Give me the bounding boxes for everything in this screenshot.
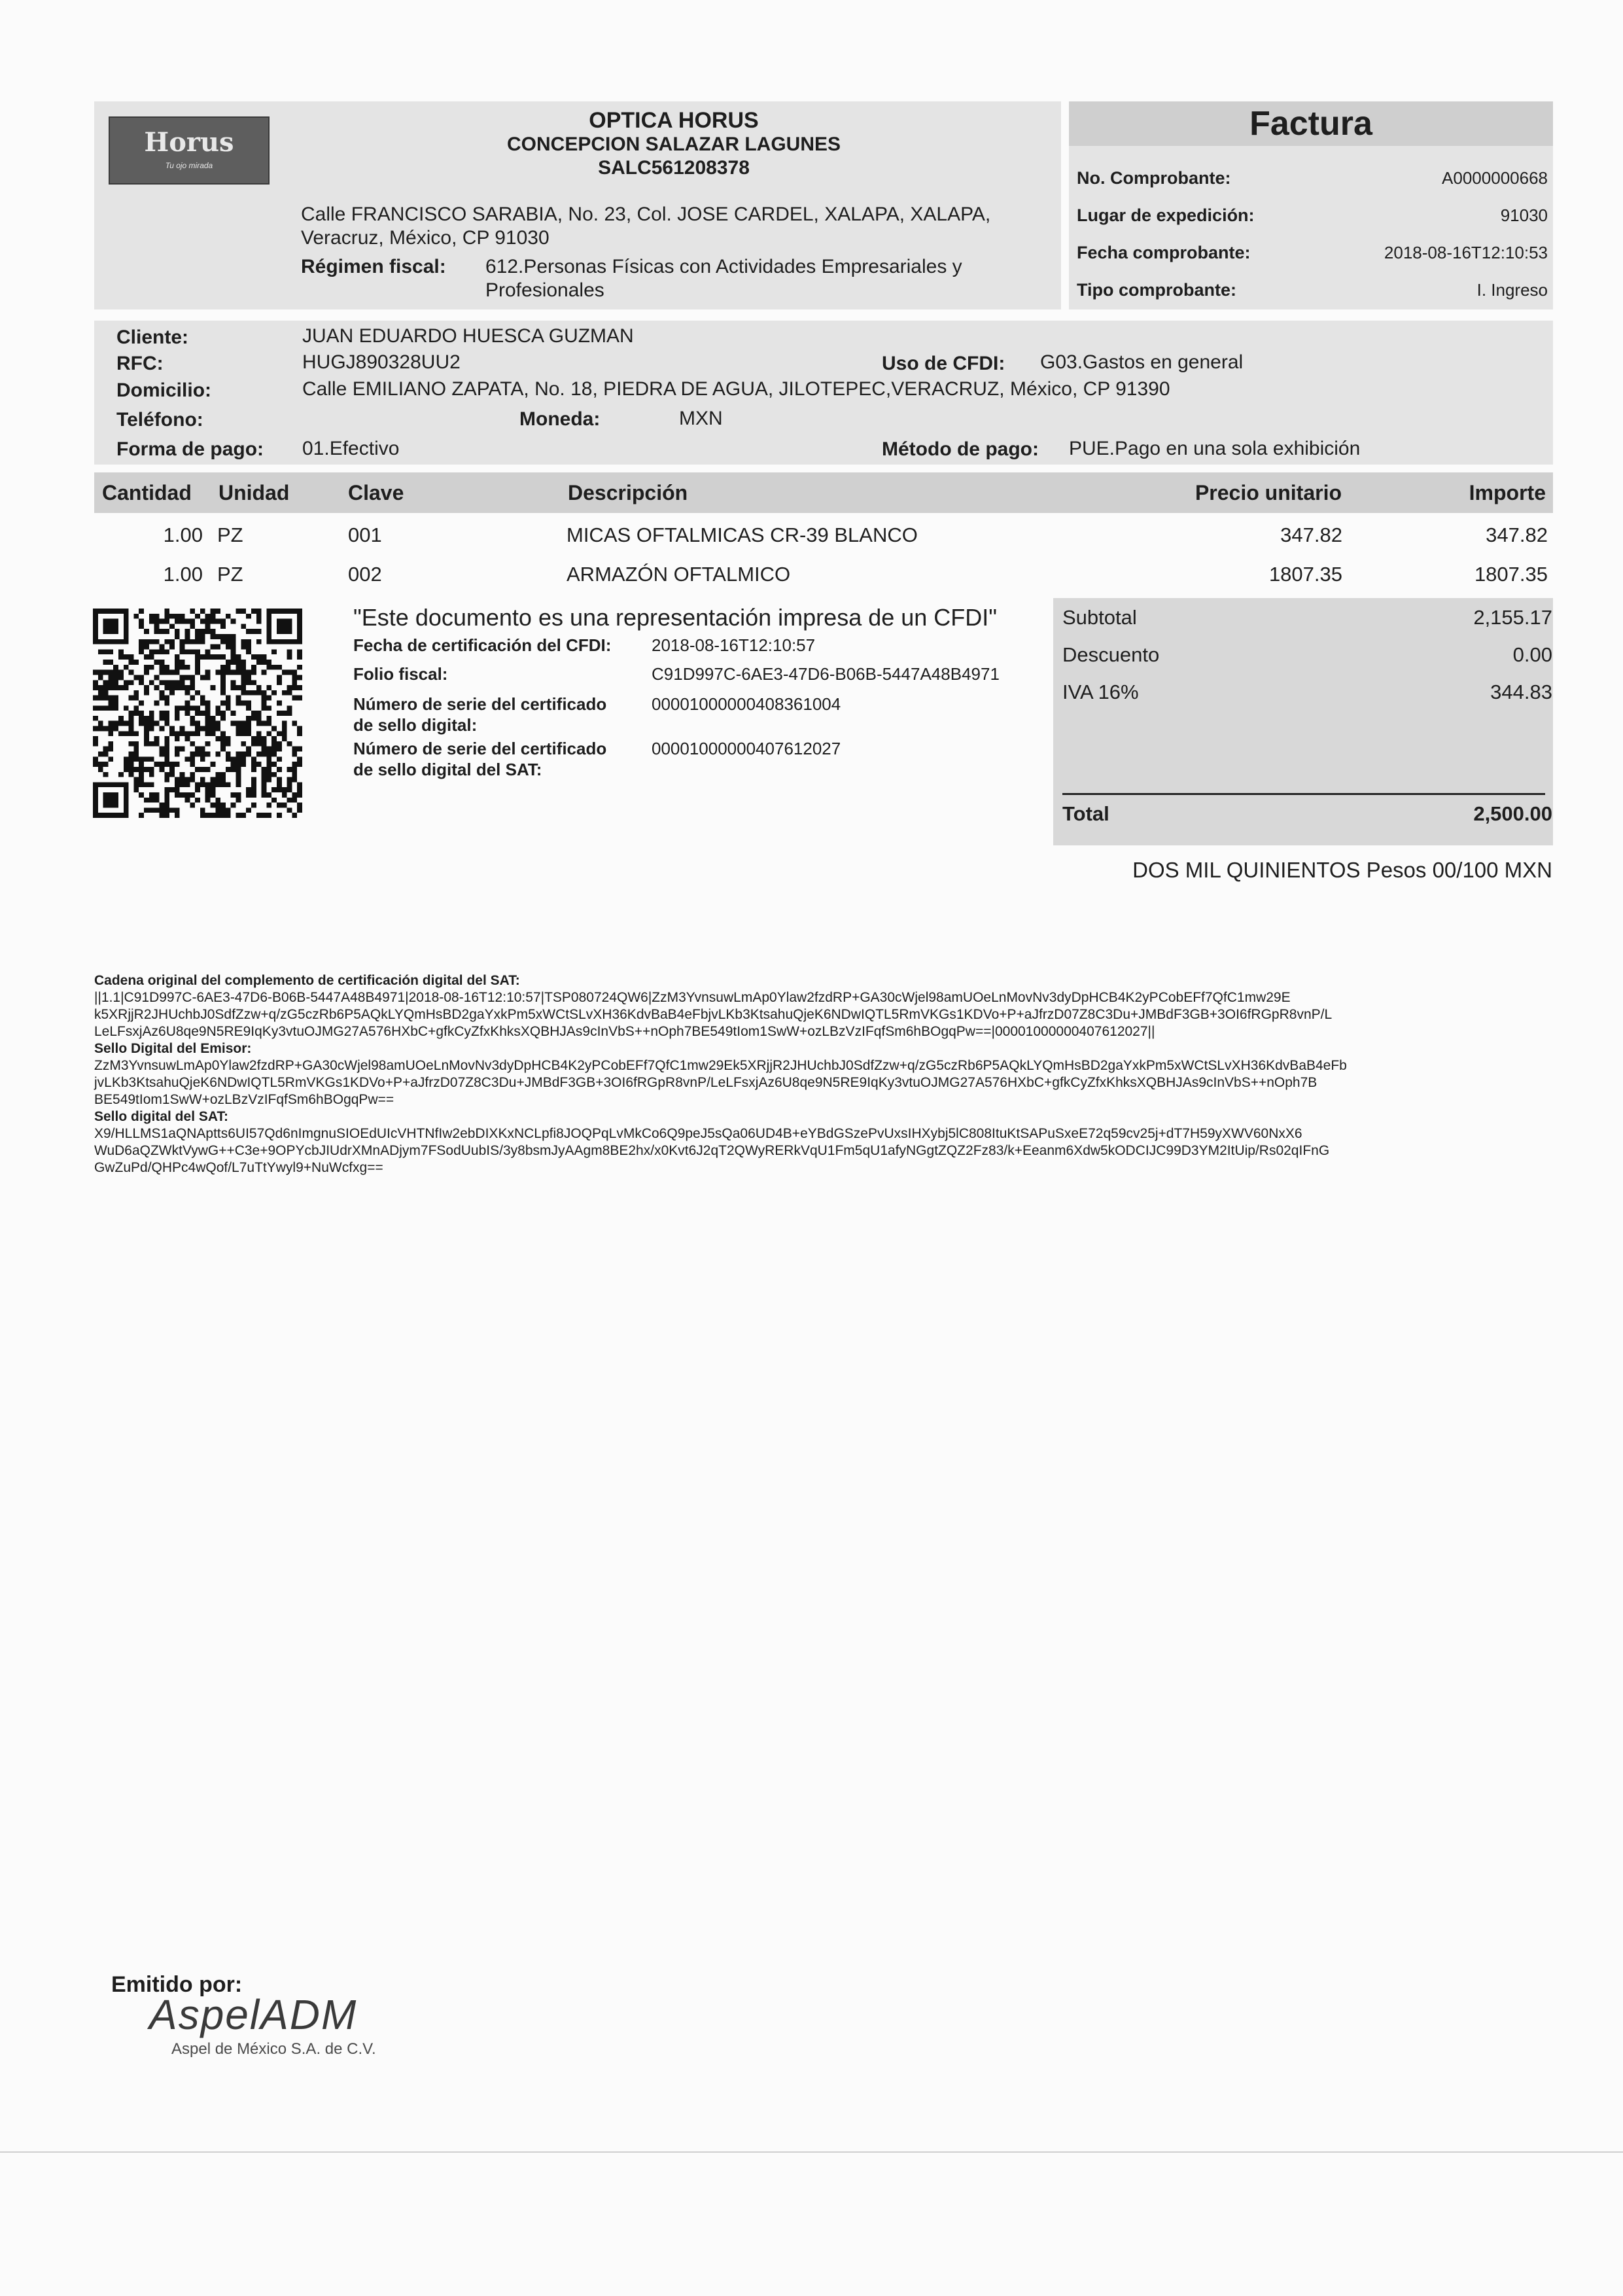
col-unidad: Unidad bbox=[218, 481, 290, 504]
cell-cantidad: 1.00 bbox=[163, 563, 203, 586]
totals-divider bbox=[1062, 793, 1545, 795]
logo-tagline: Tu ojo mirada bbox=[165, 161, 213, 170]
regimen-fiscal bbox=[301, 255, 1047, 302]
sello-sat-line: GwZuPd/QHPc4wQof/L7uTtYwyl9+NuWcfxg== bbox=[94, 1160, 383, 1175]
cfdi-field-label-2: de sello digital: bbox=[353, 715, 478, 735]
emitido-label: Emitido por: bbox=[111, 1972, 243, 1997]
descuento-value: 0.00 bbox=[1512, 643, 1552, 666]
cfdi-field-label: Folio fiscal: bbox=[353, 664, 448, 684]
factura-row-value: 91030 bbox=[1500, 205, 1548, 225]
iva-label: IVA 16% bbox=[1062, 680, 1139, 703]
telefono-label: Teléfono: bbox=[116, 409, 203, 431]
digital-stamps bbox=[94, 972, 1553, 1176]
col-precio-unitario: Precio unitario bbox=[1195, 481, 1342, 504]
col-clave: Clave bbox=[348, 481, 404, 504]
issuer-owner: CONCEPCION SALAZAR LAGUNES bbox=[506, 133, 841, 155]
cfdi-field bbox=[353, 635, 1047, 656]
moneda-label: Moneda: bbox=[519, 408, 601, 430]
rfc-value: HUGJ890328UU2 bbox=[302, 351, 461, 373]
iva-value: 344.83 bbox=[1490, 680, 1552, 703]
page-edge-divider bbox=[0, 2151, 1623, 2153]
issuer-name: OPTICA HORUS bbox=[589, 108, 759, 133]
cliente-value: JUAN EDUARDO HUESCA GUZMAN bbox=[302, 325, 634, 347]
uso-cfdi-label: Uso de CFDI: bbox=[882, 353, 1005, 374]
forma-pago-value: 01.Efectivo bbox=[302, 438, 400, 459]
factura-row-label: Fecha comprobante: bbox=[1077, 243, 1251, 262]
table-row bbox=[94, 561, 1553, 588]
sello-emisor-label: Sello Digital del Emisor: bbox=[94, 1041, 252, 1056]
total-in-words: DOS MIL QUINIENTOS Pesos 00/100 MXN bbox=[1132, 858, 1552, 882]
factura-row-lugar bbox=[1077, 202, 1548, 228]
cell-importe: 1807.35 bbox=[1474, 563, 1548, 586]
cell-clave: 002 bbox=[348, 563, 382, 586]
logo-text: Horus bbox=[144, 127, 234, 158]
cfdi-field-label-2: de sello digital del SAT: bbox=[353, 760, 542, 779]
cfdi-field-value: 00001000000408361004 bbox=[652, 694, 841, 714]
cell-unidad: PZ bbox=[217, 563, 243, 586]
total-value: 2,500.00 bbox=[1473, 802, 1552, 825]
domicilio-value: Calle EMILIANO ZAPATA, No. 18, PIEDRA DE AGUA, JILOTEPEC,VERACRUZ, México, CP 91390 bbox=[302, 378, 1170, 400]
cell-precio: 1807.35 bbox=[1268, 563, 1342, 586]
descuento-label: Descuento bbox=[1062, 643, 1160, 666]
factura-row-label: Lugar de expedición: bbox=[1077, 205, 1255, 225]
company-logo bbox=[109, 116, 270, 185]
qr-code bbox=[93, 609, 302, 818]
cfdi-field-label: Número de serie del certificado bbox=[353, 694, 607, 714]
cell-descripcion: MICAS OFTALMICAS CR-39 BLANCO bbox=[567, 523, 918, 546]
factura-title: Factura bbox=[1069, 101, 1553, 146]
total-label: Total bbox=[1062, 802, 1109, 825]
metodo-pago-label: Método de pago: bbox=[882, 438, 1039, 460]
metodo-pago-value: PUE.Pago en una sola exhibición bbox=[1069, 438, 1361, 459]
cell-precio: 347.82 bbox=[1280, 523, 1342, 546]
factura-row-tipo bbox=[1077, 277, 1548, 303]
cadena-original-line: k5XRjjR2JHUchbJ0SdfZzw+q/zG5czRb6P5AQkLYQmHsBD2gaYxkPm5xWCtSLvXH36KdvBaB4eFbjvLKb3KtsahuQjeK6NDwIQTL5RmVKGs1KDVo+P+aJfrzD07Z8C3Du+JMBdF3GB+3OI6fRGpR8vnP/L bbox=[94, 1007, 1333, 1022]
sello-sat-line: WuD6aQZWktVywG++C3e+9OPYcbJIUdrXMnADjym7FSodUubIS/3y8bsmJyAAgm8BE2hx/x0Kvt6J2qT2QWyRERkVqU1Fm5qU1afyNGgtZQZ2Fz83/k+Eeanm6Xdw5kODCIJC99D3YM2ItUip/Rs02qIFnG bbox=[94, 1143, 1330, 1158]
subtotal-label: Subtotal bbox=[1062, 606, 1137, 629]
cfdi-representation-note: "Este documento es una representación impresa de un CFDI" bbox=[353, 604, 998, 631]
issuer-rfc: SALC561208378 bbox=[598, 157, 750, 179]
sello-sat-line: X9/HLLMS1aQNAptts6UI57Qd6nImgnuSIOEdUIcVHTNfIw2ebDIXKxNCLpfi8JOQPqLvMkCo6Q9peJ5sQa06UD4B+eYBdGSzePvUxsIHXybj5lC808ItuKtSAPuSxeE72q59cv25j+dT7H59yXWV60NxX6 bbox=[94, 1126, 1302, 1141]
aspel-company: Aspel de México S.A. de C.V. bbox=[171, 2040, 376, 2058]
subtotal-value: 2,155.17 bbox=[1473, 606, 1552, 629]
cfdi-field-value: C91D997C-6AE3-47D6-B06B-5447A48B4971 bbox=[652, 664, 1000, 684]
forma-pago-label: Forma de pago: bbox=[116, 438, 264, 460]
rfc-label: RFC: bbox=[116, 353, 164, 374]
cfdi-field-label: Fecha de certificación del CFDI: bbox=[353, 635, 612, 655]
cfdi-field-label: Número de serie del certificado bbox=[353, 739, 607, 758]
cadena-original-label: Cadena original del complemento de certificación digital del SAT: bbox=[94, 973, 520, 988]
cell-importe: 347.82 bbox=[1486, 523, 1548, 546]
factura-row-fecha bbox=[1077, 239, 1548, 266]
factura-row-value: 2018-08-16T12:10:53 bbox=[1384, 243, 1548, 262]
sello-sat-label: Sello digital del SAT: bbox=[94, 1109, 228, 1124]
address-line-1: Calle FRANCISCO SARABIA, No. 23, Col. JOSE CARDEL, XALAPA, XALAPA, bbox=[301, 203, 991, 225]
factura-row-value: A0000000668 bbox=[1442, 168, 1548, 188]
moneda-value: MXN bbox=[679, 408, 723, 429]
sello-emisor-line: ZzM3YvnsuwLmAp0Ylaw2fzdRP+GA30cWjel98amUOeLnMovNv3dyDpHCB4K2yPCobEFf7QfC1mw29Ek5XRjjR2JHUchbJ0SdfZzw+q/zG5czRb6P5AQkLYQmHsBD2gaYxkPm5xWCtSLvXH36KdvBaB4eFb bbox=[94, 1058, 1347, 1073]
cfdi-field bbox=[353, 738, 1047, 780]
cell-descripcion: ARMAZÓN OFTALMICO bbox=[567, 563, 791, 586]
col-cantidad: Cantidad bbox=[102, 481, 192, 504]
uso-cfdi-value: G03.Gastos en general bbox=[1040, 351, 1244, 373]
cadena-original-line: LeLFsxjAz6U8qe9N5RE9IqKy3vtuOJMG27A576HXbC+gfkCyZfxKhksXQBHJAs9cInVbS++nOph7BE549tIom1SwW+ozLBzVzIFqfSm6hBOgqPw==|00001000000407612027|| bbox=[94, 1024, 1155, 1039]
aspel-logo: AspelADM bbox=[149, 1991, 358, 2038]
cfdi-field-value: 2018-08-16T12:10:57 bbox=[652, 635, 816, 655]
col-descripcion: Descripción bbox=[568, 481, 688, 504]
cell-cantidad: 1.00 bbox=[163, 523, 203, 546]
address-line-2: Veracruz, México, CP 91030 bbox=[301, 227, 550, 249]
col-importe: Importe bbox=[1469, 481, 1546, 504]
cell-clave: 001 bbox=[348, 523, 382, 546]
issuer-address bbox=[301, 203, 1047, 250]
table-row bbox=[94, 522, 1553, 548]
cfdi-field bbox=[353, 663, 1047, 684]
cadena-original-line: ||1.1|C91D997C-6AE3-47D6-B06B-5447A48B4971|2018-08-16T12:10:57|TSP080724QW6|ZzM3YvnsuwLmAp0Ylaw2fzdRP+GA30cWjel98amUOeLnMovNv3dyDpHCB4K2yPCobEFf7QfC1mw29E bbox=[94, 990, 1291, 1005]
factura-row-label: No. Comprobante: bbox=[1077, 168, 1231, 188]
issuer-info bbox=[458, 108, 890, 180]
regimen-label: Régimen fiscal: bbox=[301, 256, 446, 277]
cell-unidad: PZ bbox=[217, 523, 243, 546]
regimen-line-1: 612.Personas Físicas con Actividades Empresariales y bbox=[485, 256, 962, 277]
sello-emisor-line: BE549tIom1SwW+ozLBzVzIFqfSm6hBOgqPw== bbox=[94, 1092, 394, 1107]
cfdi-field bbox=[353, 694, 1047, 735]
factura-row-comprobante bbox=[1077, 165, 1548, 191]
cliente-label: Cliente: bbox=[116, 327, 189, 348]
domicilio-label: Domicilio: bbox=[116, 380, 212, 401]
factura-row-value: I. Ingreso bbox=[1476, 280, 1548, 300]
factura-row-label: Tipo comprobante: bbox=[1077, 280, 1237, 300]
regimen-line-2: Profesionales bbox=[485, 279, 604, 301]
regimen-value bbox=[485, 255, 962, 302]
sello-emisor-line: jvLKb3KtsahuQjeK6NDwIQTL5RmVKGs1KDVo+P+aJfrzD07Z8C3Du+JMBdF3GB+3OI6fRGpR8vnP/LeLFsxjAz6U8qe9N5RE9IqKy3vtuOJMG27A576HXbC+gfkCyZfxKhksXQBHJAs9cInVbS++nOph7B bbox=[94, 1075, 1318, 1090]
cfdi-field-value: 00001000000407612027 bbox=[652, 739, 841, 758]
